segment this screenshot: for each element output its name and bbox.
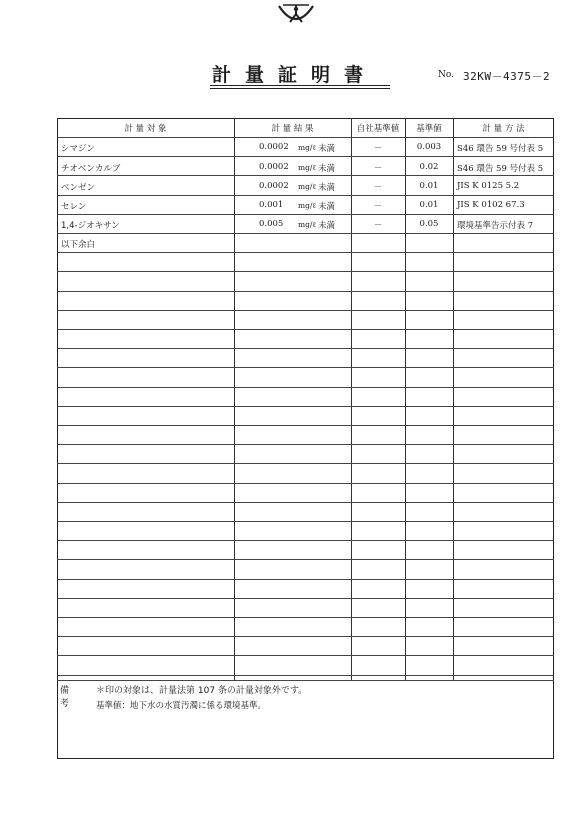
row-3-self-standard: － xyxy=(373,183,383,193)
col-header-method: 計 量 方 法 xyxy=(482,124,525,134)
row-divider xyxy=(57,406,554,407)
col-header-self-standard: 自社基準値 xyxy=(356,124,400,134)
column-divider xyxy=(234,118,235,680)
row-3-method: JIS K 0125 5.2 xyxy=(457,181,520,191)
company-logo-icon xyxy=(277,2,315,30)
row-divider xyxy=(57,387,554,388)
row-1-standard: 0.003 xyxy=(416,142,442,152)
row-3-standard: 0.01 xyxy=(419,181,439,191)
row-4-target: セレン xyxy=(61,202,87,212)
col-header-standard: 基準値 xyxy=(416,124,442,134)
row-divider xyxy=(57,444,554,445)
row-5-unit: mg/ℓ xyxy=(298,220,317,229)
row-divider xyxy=(57,233,554,234)
row-1-value: 0.0002 xyxy=(259,142,289,152)
title-underline-thin xyxy=(210,88,390,89)
col-header-result: 計 量 結 果 xyxy=(271,124,314,134)
title-underline xyxy=(210,85,390,86)
remarks-line-1: ＊印の対象は、計量法第 107 条の計量対象外です。 xyxy=(96,686,308,696)
row-divider xyxy=(57,636,554,637)
row-divider xyxy=(57,655,554,656)
row-divider xyxy=(57,502,554,503)
col-header-target: 計 量 対 象 xyxy=(124,124,167,134)
column-divider xyxy=(351,118,352,680)
row-3-qualifier: 未満 xyxy=(318,183,336,193)
certificate-number-label: No. xyxy=(438,70,454,80)
row-4-value: 0.001 xyxy=(259,200,284,210)
row-divider xyxy=(57,463,554,464)
row-5-target: 1,4-ジオキサン xyxy=(61,221,120,231)
row-divider xyxy=(57,137,554,138)
row-divider xyxy=(57,559,554,560)
row-1-method: S46 環告 59 号付表 5 xyxy=(457,144,544,154)
row-divider xyxy=(57,675,554,676)
row-2-standard: 0.02 xyxy=(419,162,439,172)
row-divider xyxy=(57,521,554,522)
row-divider xyxy=(57,252,554,253)
row-4-method: JIS K 0102 67.3 xyxy=(457,200,525,210)
row-3-target: ベンゼン xyxy=(61,183,96,193)
row-divider xyxy=(57,156,554,157)
row-divider xyxy=(57,598,554,599)
row-divider xyxy=(57,579,554,580)
row-4-self-standard: － xyxy=(373,202,383,212)
row-5-method: 環境基準告示付表 7 xyxy=(457,221,534,231)
row-divider xyxy=(57,483,554,484)
row-divider xyxy=(57,367,554,368)
remarks-divider xyxy=(57,680,554,681)
row-divider xyxy=(57,329,554,330)
end-of-data-note: 以下余白 xyxy=(61,240,96,250)
row-5-value: 0.005 xyxy=(259,219,284,229)
row-5-self-standard: － xyxy=(373,221,383,231)
row-2-value: 0.0002 xyxy=(259,162,289,172)
row-divider xyxy=(57,195,554,196)
row-divider xyxy=(57,271,554,272)
row-divider xyxy=(57,540,554,541)
row-1-target: シマジン xyxy=(61,144,95,154)
row-divider xyxy=(57,425,554,426)
row-1-qualifier: 未満 xyxy=(318,144,336,154)
row-4-standard: 0.01 xyxy=(419,200,439,210)
row-2-unit: mg/ℓ xyxy=(298,163,317,172)
row-4-unit: mg/ℓ xyxy=(298,201,317,210)
row-3-unit: mg/ℓ xyxy=(298,182,317,191)
remarks-label: 備考 xyxy=(60,686,70,709)
row-2-target: チオベンカルブ xyxy=(61,164,121,174)
remarks-line-2: 基準値：地下水の水質汚濁に係る環境基準。 xyxy=(96,701,267,711)
row-4-qualifier: 未満 xyxy=(318,202,336,212)
row-2-qualifier: 未満 xyxy=(318,164,336,174)
row-divider xyxy=(57,348,554,349)
row-1-unit: mg/ℓ xyxy=(298,143,317,152)
row-divider xyxy=(57,310,554,311)
row-3-value: 0.0002 xyxy=(259,181,289,191)
row-5-qualifier: 未満 xyxy=(318,221,336,231)
row-divider xyxy=(57,291,554,292)
row-divider xyxy=(57,214,554,215)
row-1-self-standard: － xyxy=(373,144,383,154)
column-divider xyxy=(453,118,454,680)
row-divider xyxy=(57,617,554,618)
row-2-method: S46 環告 59 号付表 5 xyxy=(457,164,544,174)
certificate-number: 32KW－4375－2 xyxy=(463,70,551,83)
document-title: 計量証明書 xyxy=(212,64,378,86)
row-5-standard: 0.05 xyxy=(419,219,439,229)
row-2-self-standard: － xyxy=(373,164,383,174)
row-divider xyxy=(57,175,554,176)
